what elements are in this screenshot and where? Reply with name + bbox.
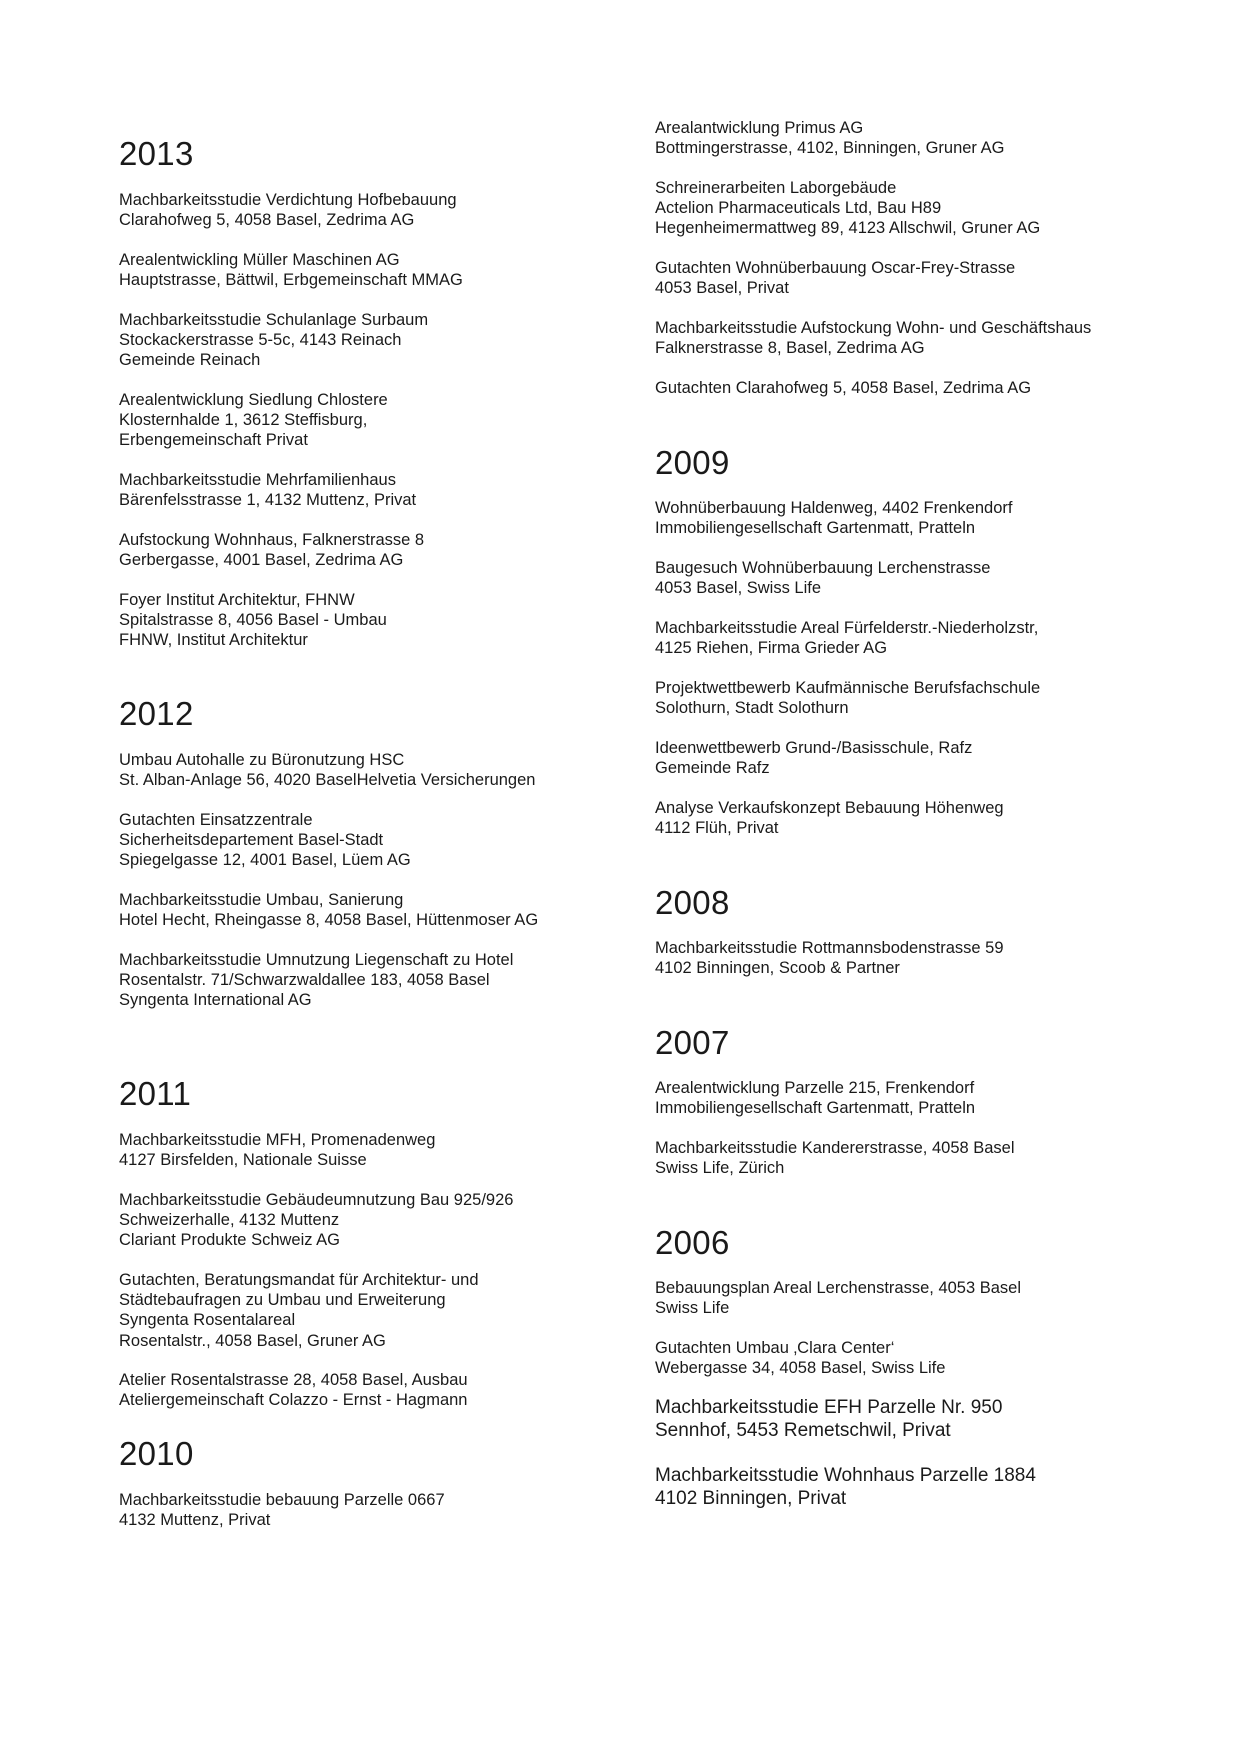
year-heading-2013: 2013 <box>119 135 194 172</box>
year-heading-2007: 2007 <box>655 1024 730 1061</box>
project-entry <box>655 1138 1015 1178</box>
entry-line: FHNW, Institut Architektur <box>119 631 308 650</box>
entry-line: Ateliergemeinschaft Colazzo - Ernst - Hagmann <box>119 1391 468 1410</box>
entry-line: Stockackerstrasse 5-5c, 4143 Reinach <box>119 331 402 350</box>
entry-line: Swiss Life <box>655 1299 730 1318</box>
entry-line: Machbarkeitsstudie Umbau, Sanierung <box>119 891 404 909</box>
project-entry <box>655 1338 945 1378</box>
entry-line: Machbarkeitsstudie Gebäudeumnutzung Bau 925/926 <box>119 1191 514 1209</box>
entry-line: Ideenwettbewerb Grund-/Basisschule, Rafz <box>655 739 973 757</box>
entry-line: Immobiliengesellschaft Gartenmatt, Pratteln <box>655 1099 976 1118</box>
project-entry <box>655 618 1038 658</box>
project-entry <box>655 178 1040 239</box>
entry-line: Machbarkeitsstudie Areal Fürfelderstr.-Niederholzstr, <box>655 619 1039 637</box>
entry-line: Aufstockung Wohnhaus, Falknerstrasse 8 <box>119 531 425 549</box>
entry-line: Actelion Pharmaceuticals Ltd, Bau H89 <box>655 199 942 218</box>
project-entry <box>119 590 387 651</box>
project-entry <box>655 258 1015 298</box>
project-entry <box>119 1490 445 1530</box>
project-entry <box>119 310 428 371</box>
entry-line: 4125 Riehen, Firma Grieder AG <box>655 639 888 658</box>
entry-line: 4102 Binningen, Scoob & Partner <box>655 959 900 978</box>
project-entry <box>655 798 1004 838</box>
entry-line: Clarahofweg 5, 4058 Basel, Zedrima AG <box>119 211 415 230</box>
project-entry <box>655 558 990 598</box>
entry-line: Syngenta Rosentalareal <box>119 1311 296 1330</box>
entry-line: Gutachten Einsatzzentrale <box>119 811 313 829</box>
year-heading-2011: 2011 <box>119 1075 192 1112</box>
entry-line: Machbarkeitsstudie EFH Parzelle Nr. 950 <box>655 1397 1003 1418</box>
entry-line: Solothurn, Stadt Solothurn <box>655 699 849 718</box>
project-entry <box>119 1270 479 1351</box>
entry-line: Immobiliengesellschaft Gartenmatt, Pratteln <box>655 519 976 538</box>
year-heading-2012: 2012 <box>119 695 194 732</box>
project-entry <box>655 938 1004 978</box>
entry-line: Spiegelgasse 12, 4001 Basel, Lüem AG <box>119 851 411 870</box>
project-entry <box>655 378 1031 398</box>
project-entry <box>119 1370 468 1410</box>
project-entry <box>655 1078 975 1118</box>
entry-line: 4132 Muttenz, Privat <box>119 1511 271 1530</box>
entry-line: Machbarkeitsstudie MFH, Promenadenweg <box>119 1131 436 1149</box>
entry-line: Umbau Autohalle zu Büronutzung HSC <box>119 751 405 769</box>
project-entry <box>655 1396 1002 1442</box>
entry-line: 4102 Binningen, Privat <box>655 1488 847 1509</box>
entry-line: Schreinerarbeiten Laborgebäude <box>655 179 897 197</box>
entry-line: Baugesuch Wohnüberbauung Lerchenstrasse <box>655 559 991 577</box>
entry-line: Falknerstrasse 8, Basel, Zedrima AG <box>655 339 925 358</box>
entry-line: Machbarkeitsstudie Mehrfamilienhaus <box>119 471 396 489</box>
entry-line: Bottmingerstrasse, 4102, Binningen, Gruner AG <box>655 139 1005 158</box>
entry-line: Machbarkeitsstudie Schulanlage Surbaum <box>119 311 429 329</box>
entry-line: Gemeinde Reinach <box>119 351 261 370</box>
entry-line: Projektwettbewerb Kaufmännische Berufsfachschule <box>655 679 1041 697</box>
entry-line: Rosentalstr. 71/Schwarzwaldallee 183, 4058 Basel <box>119 971 490 990</box>
entry-line: Swiss Life, Zürich <box>655 1159 785 1178</box>
entry-line: Rosentalstr., 4058 Basel, Gruner AG <box>119 1331 386 1350</box>
entry-line: Machbarkeitsstudie Umnutzung Liegenschaft zu Hotel <box>119 951 514 969</box>
entry-line: 4053 Basel, Swiss Life <box>655 579 822 598</box>
project-entry <box>655 1278 1021 1318</box>
project-entry <box>655 318 1091 358</box>
project-entry <box>119 190 457 230</box>
entry-line: Machbarkeitsstudie Wohnhaus Parzelle 1884 <box>655 1465 1036 1486</box>
entry-line: Analyse Verkaufskonzept Bebauung Höhenweg <box>655 799 1004 817</box>
entry-line: Syngenta International AG <box>119 991 312 1010</box>
project-entry <box>119 1190 513 1251</box>
entry-line: Hotel Hecht, Rheingasse 8, 4058 Basel, Hüttenmoser AG <box>119 911 539 930</box>
entry-line: Arealantwicklung Primus AG <box>655 119 864 137</box>
entry-line: Bebauungsplan Areal Lerchenstrasse, 4053 Basel <box>655 1279 1022 1297</box>
project-entry <box>119 250 463 290</box>
project-entry <box>655 1464 1036 1510</box>
project-entry <box>119 1130 435 1170</box>
project-entry <box>119 750 535 790</box>
entry-line: Gutachten, Beratungsmandat für Architektur- und <box>119 1271 479 1289</box>
project-entry <box>119 810 411 871</box>
entry-line: Städtebaufragen zu Umbau und Erweiterung <box>119 1291 446 1310</box>
entry-line: Machbarkeitsstudie bebauung Parzelle 0667 <box>119 1491 445 1509</box>
year-heading-2010: 2010 <box>119 1435 194 1472</box>
entry-line: Atelier Rosentalstrasse 28, 4058 Basel, Ausbau <box>119 1371 468 1389</box>
entry-line: Gemeinde Rafz <box>655 759 770 778</box>
entry-line: Clariant Produkte Schweiz AG <box>119 1231 341 1250</box>
entry-line: Wohnüberbauung Haldenweg, 4402 Frenkendorf <box>655 499 1013 517</box>
entry-line: Gutachten Clarahofweg 5, 4058 Basel, Zedrima AG <box>655 379 1032 397</box>
entry-line: 4112 Flüh, Privat <box>655 819 779 838</box>
entry-line: Gutachten Umbau ‚Clara Center‘ <box>655 1339 895 1357</box>
entry-line: Schweizerhalle, 4132 Muttenz <box>119 1211 340 1230</box>
year-heading-2008: 2008 <box>655 884 730 921</box>
entry-line: Arealentwickling Müller Maschinen AG <box>119 251 400 269</box>
entry-line: 4053 Basel, Privat <box>655 279 789 298</box>
entry-line: Arealentwicklung Siedlung Chlostere <box>119 391 388 409</box>
project-entry <box>655 118 1004 158</box>
project-entry <box>119 950 513 1011</box>
entry-line: Spitalstrasse 8, 4056 Basel - Umbau <box>119 611 387 630</box>
project-entry <box>655 678 1040 718</box>
entry-line: Hauptstrasse, Bättwil, Erbgemeinschaft MMAG <box>119 271 463 290</box>
entry-line: Arealentwicklung Parzelle 215, Frenkendorf <box>655 1079 975 1097</box>
entry-line: Webergasse 34, 4058 Basel, Swiss Life <box>655 1359 946 1378</box>
entry-line: Klosternhalde 1, 3612 Steffisburg, <box>119 411 368 430</box>
year-heading-2006: 2006 <box>655 1224 730 1261</box>
entry-line: Erbengemeinschaft Privat <box>119 431 308 450</box>
entry-line: Machbarkeitsstudie Kandererstrasse, 4058 Basel <box>655 1139 1015 1157</box>
project-entry <box>119 890 538 930</box>
project-entry <box>119 390 388 451</box>
entry-line: Gutachten Wohnüberbauung Oscar-Frey-Strasse <box>655 259 1016 277</box>
entry-line: Sicherheitsdepartement Basel-Stadt <box>119 831 384 850</box>
project-entry <box>655 738 972 778</box>
entry-line: Machbarkeitsstudie Aufstockung Wohn- und Geschäftshaus <box>655 319 1092 337</box>
entry-line: Machbarkeitsstudie Verdichtung Hofbebauung <box>119 191 457 209</box>
entry-line: Gerbergasse, 4001 Basel, Zedrima AG <box>119 551 404 570</box>
project-entry <box>119 470 416 510</box>
entry-line: 4127 Birsfelden, Nationale Suisse <box>119 1151 367 1170</box>
project-entry <box>655 498 1012 538</box>
entry-line: Hegenheimermattweg 89, 4123 Allschwil, Gruner AG <box>655 219 1041 238</box>
year-heading-2009: 2009 <box>655 444 730 481</box>
entry-line: Bärenfelsstrasse 1, 4132 Muttenz, Privat <box>119 491 417 510</box>
entry-line: Machbarkeitsstudie Rottmannsbodenstrasse 59 <box>655 939 1004 957</box>
project-entry <box>119 530 424 570</box>
entry-line: St. Alban-Anlage 56, 4020 BaselHelvetia Versicherungen <box>119 771 536 790</box>
entry-line: Foyer Institut Architektur, FHNW <box>119 591 355 609</box>
entry-line: Sennhof, 5453 Remetschwil, Privat <box>655 1420 951 1441</box>
